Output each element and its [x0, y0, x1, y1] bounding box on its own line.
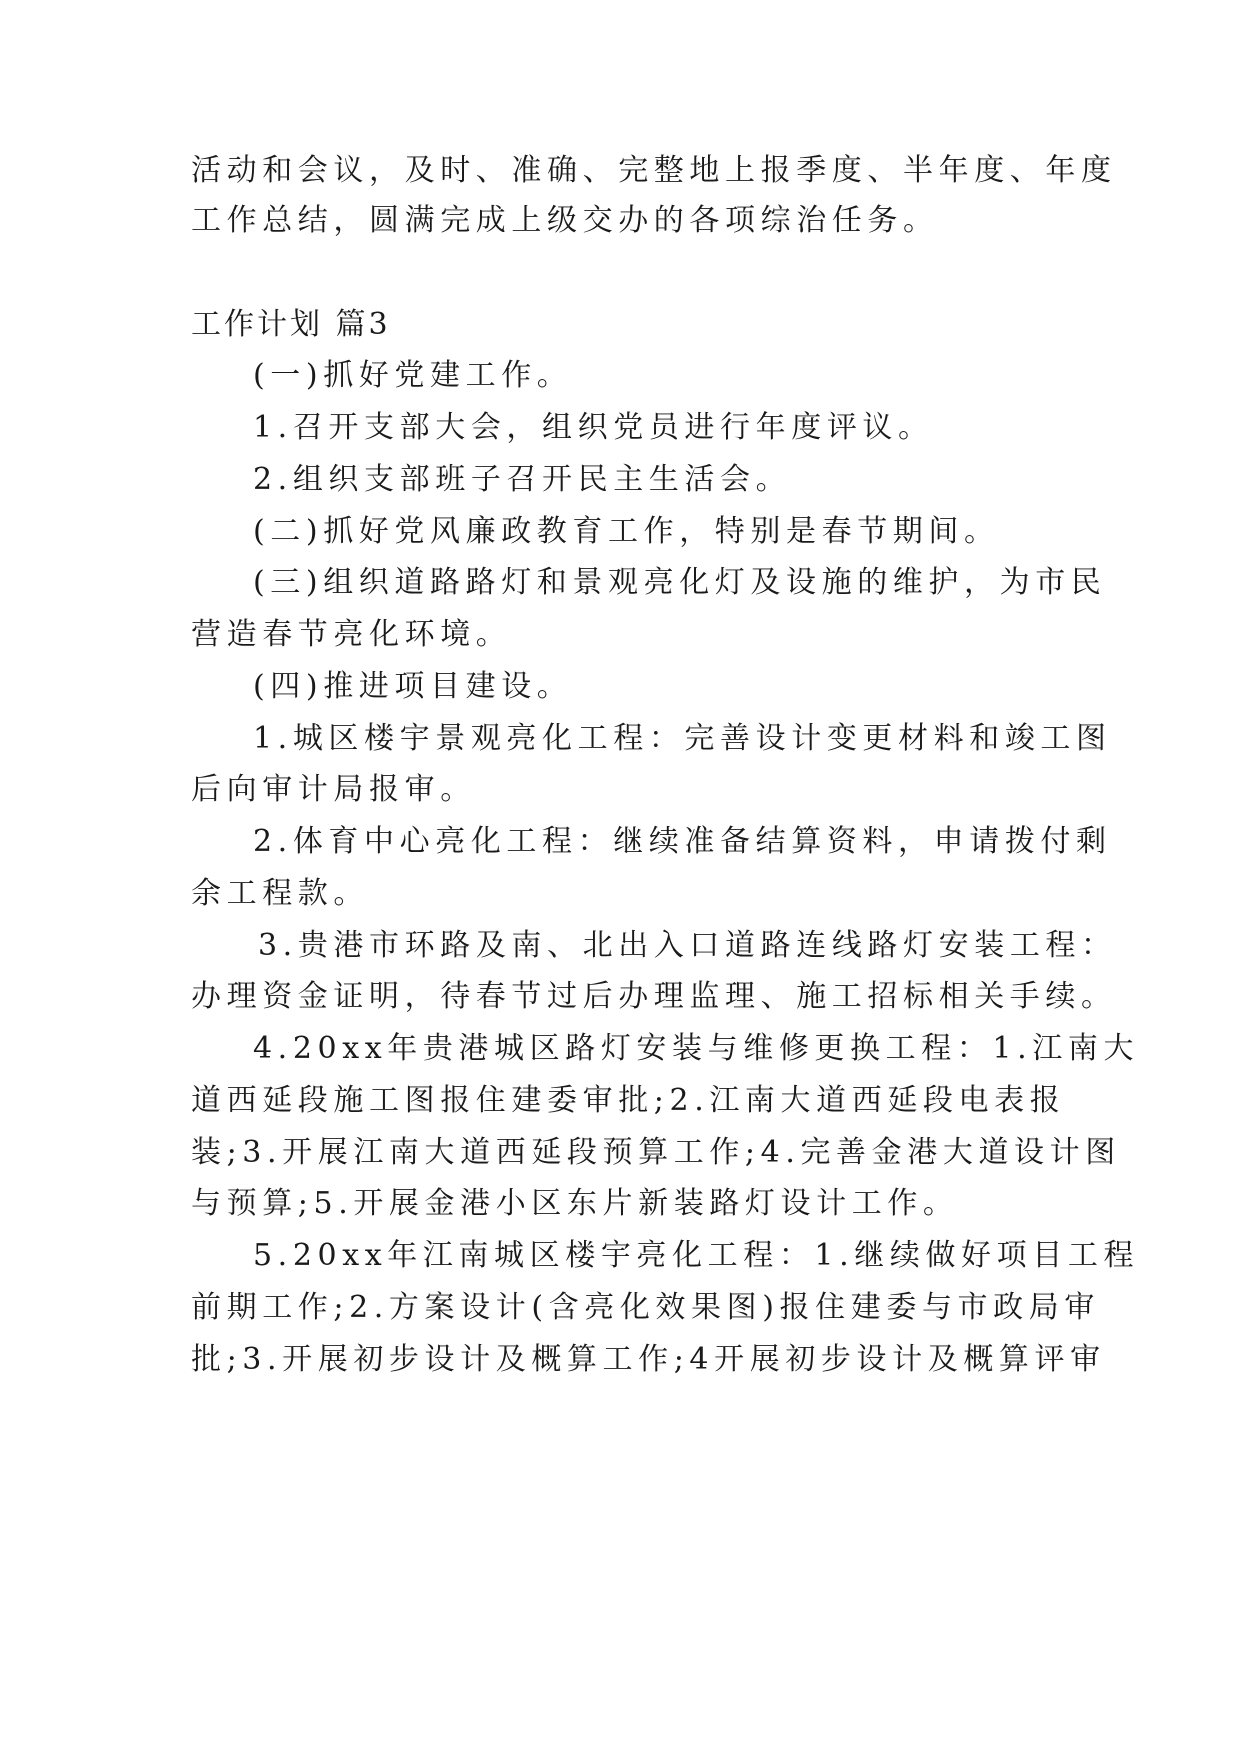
list-item: 2.体育中心亮化工程：继续准备结算资料，申请拨付剩 — [253, 824, 1112, 859]
paragraph-line: 与预算;5.开展金港小区东片新装路灯设计工作。 — [191, 1186, 959, 1221]
section-heading: 工作计划 篇3 — [191, 307, 391, 342]
subheading: (二)抓好党风廉政教育工作，特别是春节期间。 — [253, 514, 1000, 549]
paragraph-line: 批;3.开展初步设计及概算工作;4开展初步设计及概算评审 — [191, 1342, 1106, 1377]
subheading: (一)抓好党建工作。 — [253, 358, 573, 393]
paragraph-line: 余工程款。 — [191, 876, 369, 911]
list-item: 4.20xx年贵港城区路灯安装与维修更换工程：1.江南大 — [253, 1031, 1140, 1066]
paragraph-line: 装;3.开展江南大道西延段预算工作;4.完善金港大道设计图 — [191, 1135, 1121, 1170]
list-item: 2.组织支部班子召开民主生活会。 — [253, 462, 792, 497]
paragraph-line: 前期工作;2.方案设计(含亮化效果图)报住建委与市政局审 — [191, 1290, 1100, 1325]
list-item: 3.贵港市环路及南、北出入口道路连线路灯安装工程： — [258, 928, 1117, 963]
subheading: (三)组织道路路灯和景观亮化灯及设施的维护，为市民 — [253, 565, 1107, 600]
paragraph-line: 工作总结，圆满完成上级交办的各项综治任务。 — [191, 203, 939, 238]
paragraph-line: 道西延段施工图报住建委审批;2.江南大道西延段电表报 — [191, 1083, 1066, 1118]
list-item: 1.召开支部大会，组织党员进行年度评议。 — [253, 410, 934, 445]
paragraph-line: 办理资金证明，待春节过后办理监理、施工招标相关手续。 — [191, 979, 1117, 1014]
subheading: (四)推进项目建设。 — [253, 669, 573, 704]
paragraph-line: 营造春节亮化环境。 — [191, 617, 512, 652]
paragraph-line: 活动和会议，及时、准确、完整地上报季度、半年度、年度 — [191, 153, 1117, 188]
list-item: 1.城区楼宇景观亮化工程：完善设计变更材料和竣工图 — [253, 721, 1112, 756]
paragraph-line: 后向审计局报审。 — [191, 772, 476, 807]
list-item: 5.20xx年江南城区楼宇亮化工程：1.继续做好项目工程 — [253, 1238, 1140, 1273]
